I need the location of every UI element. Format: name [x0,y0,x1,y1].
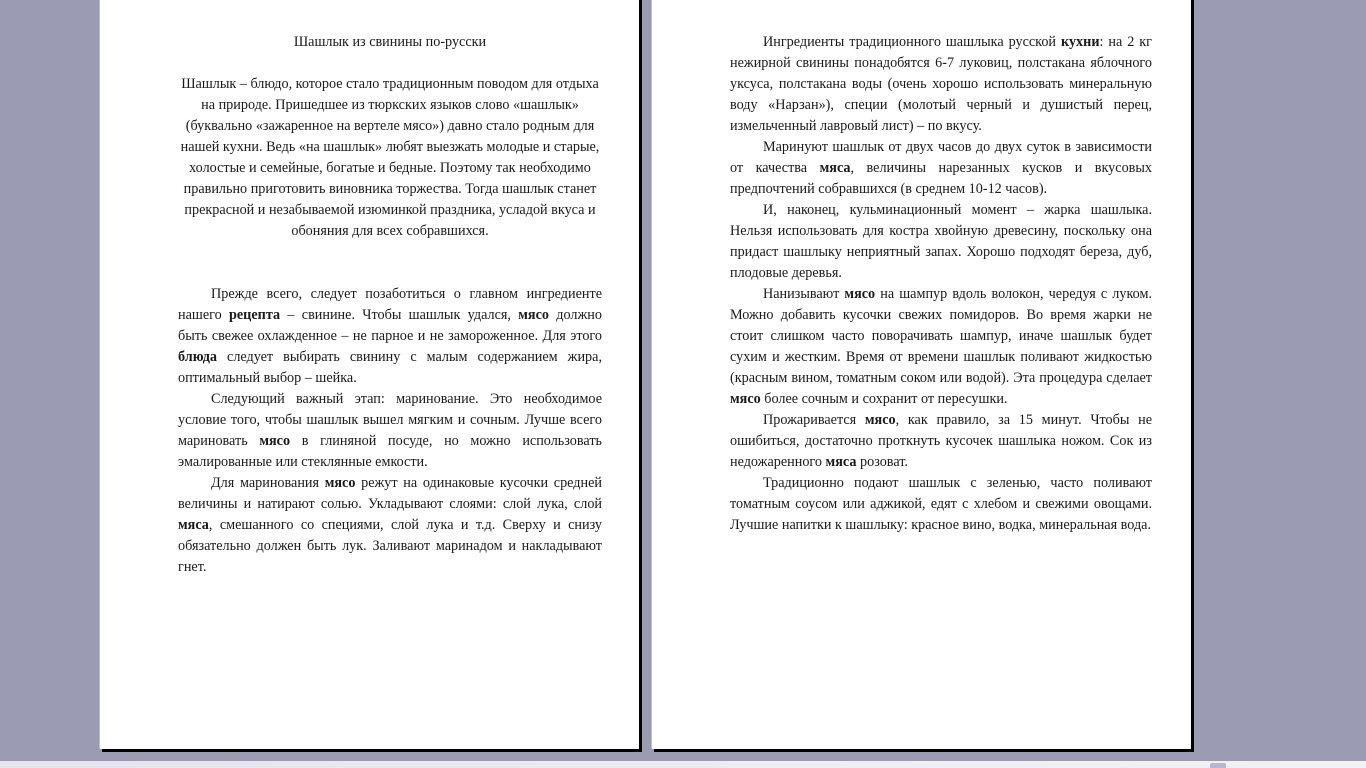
paragraph: Маринуют шашлык от двух часов до двух суток в зависимости от качества мяса, величины нарезанных кусков и вкусовых предпочтений собравшихся (в среднем 10-12 часов). [730,139,1152,197]
horizontal-scrollbar[interactable] [0,761,1366,768]
paragraph: Для маринования мясо режут на одинаковые кусочки средней величины и натирают солью. Укладывают слоями: слой лука, слой мяса, смешанного со специями, слой лука и т.д. Сверху и снизу обязательно должен быть лук. Заливают маринадом и накладывают гнет. [178,475,602,575]
intro-paragraph: Шашлык – блюдо, которое стало традиционным поводом для отдыха на природе. Пришедшее из тюркских языков слово «шашлык» (буквально «зажаренное на вертеле мясо») давно стало родным для нашей кухни. Ведь «на шашлык» любят выезжать молодые и старые, холостые и семейные, богатые и бедные. Поэтому так необходимо правильно приготовить виновника торжества. Тогда шашлык станет прекрасной и незабываемой изюминкой праздника, усладой вкуса и обоняния для всех собравшихся. [180,76,600,239]
document-page-right [651,0,1191,749]
blank-lines [178,242,602,284]
bold-keyword: мясо [324,475,356,491]
paragraph: Следующий важный этап: маринование. Это необходимое условие того, чтобы шашлык вышел мягким и сочным. Лучше всего мариновать мясо в глиняной посуде, но можно использовать эмалированные или стеклянные емкости. [178,391,602,470]
bold-keyword: мясо [730,391,761,407]
paragraph: Нанизывают мясо на шампур вдоль волокон, чередуя с луком. Можно добавить кусочки свежих помидоров. Во время жарки не стоит слишком часто поворачивать шампур, иначе шашлык будет сухим и жестким. Время от времени шашлык поливают жидкостью (красным вином, томатным соком или водой). Эта процедура сделает мясо более сочным и сохранит от пересушки. [730,286,1152,407]
bold-keyword: мясо [518,307,549,323]
page-content [178,32,602,578]
document-page-left [99,0,639,749]
paragraph: Прожаривается мясо, как правило, за 15 минут. Чтобы не ошибиться, достаточно проткнуть кусочек шашлыка ножом. Сок из недожаренного мяса розоват. [730,412,1153,470]
bold-keyword: мясо [864,412,896,428]
bold-keyword: мяса [178,517,209,533]
bold-keyword: рецепта [228,307,281,323]
paragraph: Ингредиенты традиционного шашлыка русской кухни: на 2 кг нежирной свинины понадобятся 6-7 луковиц, полстакана яблочного уксуса, полстакана воды (очень хорошо использовать минеральную воду «Нарзан»), специи (молотый черный и душистый перец, измельченный лавровый лист) – по вкусу. [730,34,1152,134]
bold-keyword: кухни [1060,34,1100,50]
bold-keyword: мяса [819,160,851,176]
bold-keyword: блюда [178,349,218,365]
bold-keyword: мясо [259,433,291,449]
paragraph: Традиционно подают шашлык с зеленью, часто поливают томатным соусом или аджикой, едят с хлебом и свежими овощами. Лучшие напитки к шашлыку: красное вино, водка, минеральная вода. [730,475,1152,533]
scrollbar-thumb[interactable] [1210,763,1226,768]
bold-keyword: мясо [844,286,876,302]
bold-keyword: мяса [825,454,857,470]
paragraph: И, наконец, кульминационный момент – жарка шашлыка. Нельзя использовать для костра хвойную древесину, поскольку она придаст шашлыку неприятный запах. Хорошо подходят береза, дуб, плодовые деревья. [730,202,1152,281]
page-content [730,32,1152,536]
paragraph: Прежде всего, следует позаботиться о главном ингредиенте нашего рецепта – свинине. Чтобы шашлык удался, мясо должно быть свежее охлажденное – не парное и не замороженное. Для этого блюда следует выбирать свинину с малым содержанием жира, оптимальный выбор – шейка. [178,286,602,386]
document-title: Шашлык из свинины по-русски [293,34,487,50]
